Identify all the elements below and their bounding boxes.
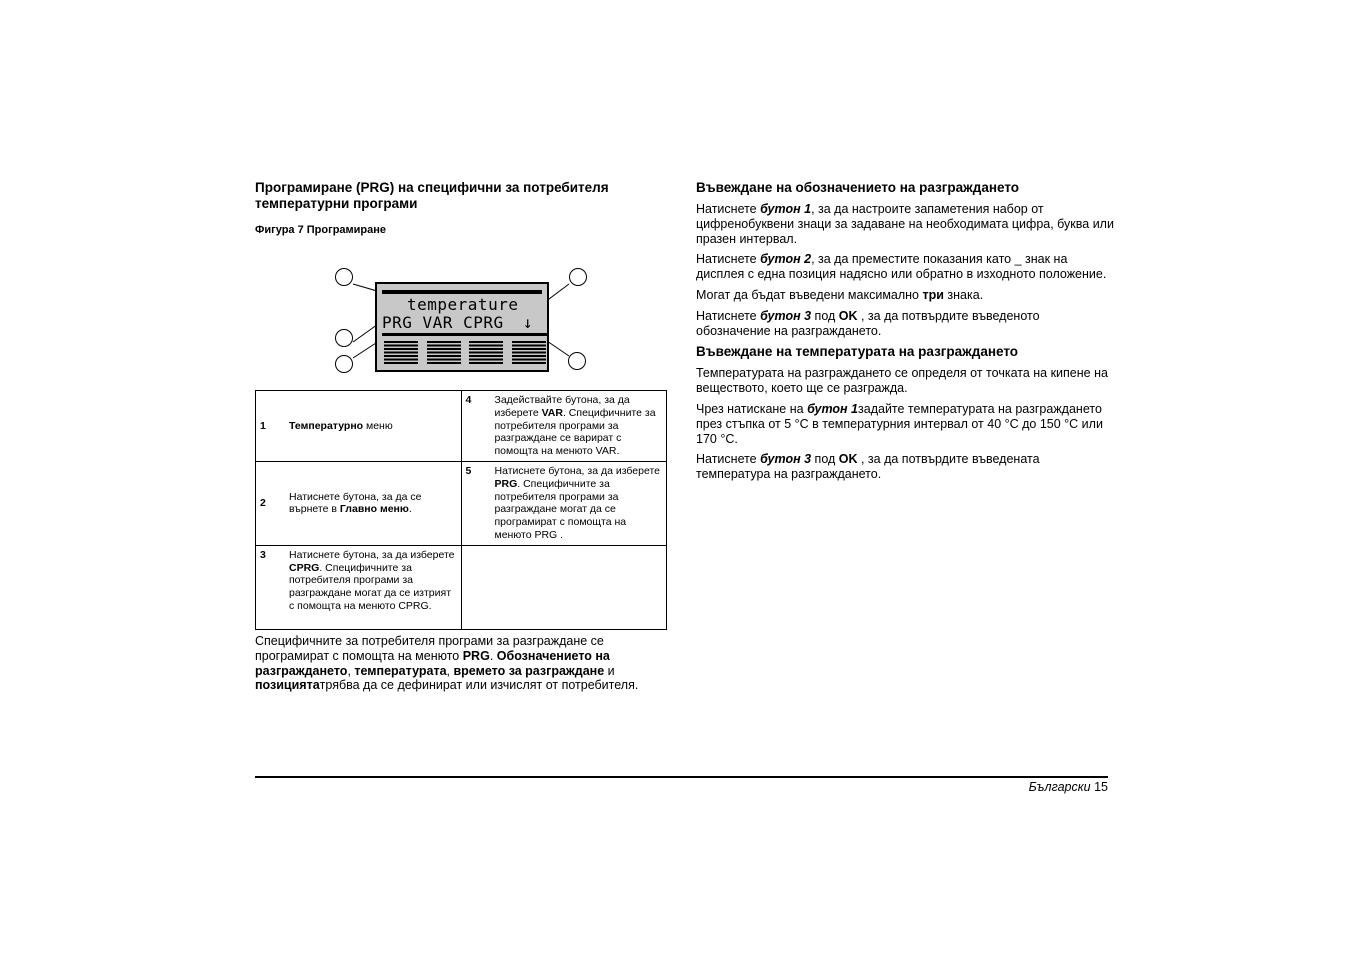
text-bold: температурата: [354, 663, 447, 678]
legend-cell-5: [461, 462, 667, 546]
legend-plain: . Специфичните за потребителя програми за разграждане могат да се изтрият с помощта на менюто CPRG.: [289, 561, 452, 612]
paragraph-temperature-step: [696, 402, 1116, 446]
text: Натиснете: [696, 252, 761, 267]
legend-text: [289, 491, 457, 517]
lcd-buttons: [384, 341, 546, 367]
legend-bold: Температурно: [289, 419, 364, 432]
text: под: [811, 308, 839, 323]
legend-bold: CPRG: [289, 561, 320, 574]
text: ,: [347, 663, 355, 678]
page-footer: [1029, 780, 1108, 794]
section-heading-designation: Въвеждане на обозначението на разграждането: [696, 180, 1019, 195]
footer-language: Български: [1028, 780, 1091, 794]
legend-cell-2: [256, 462, 462, 546]
text: , за да потвърдите въведената температура на разграждането.: [696, 452, 1040, 482]
lcd-top-bar: [382, 290, 542, 294]
text-bold: времето за разграждане: [453, 663, 605, 678]
legend-text: [495, 465, 663, 542]
lcd-line-temperature: temperature: [407, 295, 519, 314]
figure-caption: Фигура 7 Програмиране: [255, 224, 387, 236]
section-heading-programming: Програмиране (PRG) на специфични за потребителя температурни програми: [255, 180, 609, 211]
text: задайте температурата на разграждането през стъпка от 5 °C в температурния интервал от 40 °C до 150 °C или 170 °C.: [696, 401, 1103, 446]
legend-bold: Главно меню: [339, 503, 409, 516]
lcd-figure: [325, 262, 595, 380]
legend-bold: VAR: [541, 406, 563, 419]
text-bold-italic: бутон 2: [760, 252, 812, 267]
paragraph-button1: [696, 202, 1116, 246]
legend-plain: Натиснете бутона, за да изберете: [494, 465, 661, 477]
lcd-button-1: [384, 341, 418, 365]
arrow-down-icon: ↓: [522, 313, 533, 332]
text: Специфичните за потребителя програми за разграждане се програмират с помощта на менюто: [255, 634, 604, 663]
lcd-line-menu: [382, 314, 547, 332]
paragraph-temperature-confirm: [696, 452, 1116, 482]
legend-cell-empty: [461, 545, 667, 629]
legend-number: 3: [260, 548, 266, 561]
paragraph-temperature-definition: Температурата на разграждането се определя от точката на кипене на веществото, което ще се разгражда.: [696, 366, 1108, 396]
legend-plain: Натиснете бутона, за да изберете: [289, 548, 455, 561]
callout-circle-4: [569, 268, 587, 286]
legend-plain: .: [408, 503, 412, 516]
text: Натиснете: [696, 452, 761, 467]
callout-circle-2: [335, 329, 353, 347]
legend-plain: . Специфичните за потребителя програми за разграждане могат да се програмират с помощта на менюто PRG .: [494, 477, 627, 541]
legend-plain: . Специфичните за потребителя програми за разграждане се варират с помощта на менюто VAR.: [494, 406, 656, 458]
text: Натиснете: [696, 202, 761, 216]
legend-number: 5: [465, 465, 472, 477]
text-bold: PRG: [462, 648, 490, 663]
text: Могат да бъдат въведени максимално: [696, 287, 923, 302]
text-bold-italic: бутон 1: [760, 202, 812, 216]
footer-rule: [255, 776, 1108, 778]
lcd-menu-text: PRG VAR CPRG: [382, 313, 504, 332]
legend-text: [289, 420, 457, 433]
callout-circle-1: [335, 268, 353, 286]
text: под: [811, 452, 839, 467]
legend-bold: PRG: [494, 477, 518, 490]
text-bold: Обозначението на разграждането: [255, 648, 610, 678]
section-heading-temperature: Въвеждане на температурата на разграждането: [696, 344, 1018, 360]
text: знака.: [943, 287, 984, 302]
lcd-button-2: [427, 341, 461, 365]
legend-number: 2: [260, 496, 266, 509]
lcd-divider: [382, 333, 547, 336]
left-column: [255, 180, 667, 236]
text: Чрез натискане на: [696, 401, 808, 416]
paragraph-button3-confirm: [696, 309, 1116, 339]
text: трябва да се дефинират или изчислят от потребителя.: [319, 678, 639, 693]
text: и: [604, 663, 615, 678]
legend-cell-3: [256, 545, 462, 629]
text: .: [489, 648, 497, 663]
text-bold: OK: [838, 452, 858, 467]
right-column: [696, 180, 1116, 482]
text: ,: [446, 663, 454, 678]
lcd-button-4: [512, 341, 546, 365]
callout-circle-5: [568, 352, 586, 370]
text-bold-italic: бутон 1: [807, 401, 859, 416]
text: , за да потвърдите въведеното обозначение на разграждането.: [696, 308, 1040, 338]
legend-plain: Натиснете бутона, за да се върнете в: [289, 490, 422, 516]
text-bold: позицията: [255, 678, 320, 693]
paragraph-button2: [696, 252, 1116, 282]
paragraph-user-programs: [255, 634, 667, 693]
paragraph-max-chars: [696, 288, 1116, 303]
legend-text: [495, 394, 663, 458]
legend-text: [289, 549, 457, 613]
text-bold: три: [922, 287, 944, 302]
legend-cell-4: [461, 391, 667, 462]
page-number: 15: [1094, 780, 1108, 794]
legend-number: 4: [465, 394, 472, 406]
lcd-display: [375, 282, 549, 372]
text-bold-italic: бутон 3: [760, 452, 812, 467]
legend-cell-1: [256, 391, 462, 462]
lcd-button-3: [469, 341, 503, 365]
text-bold: OK: [838, 308, 858, 323]
figure-legend-table: [255, 390, 667, 630]
legend-plain: меню: [363, 419, 393, 432]
text: , за да преместите показания като _ знак на дисплея с една позиция надясно или обратно в изходното положение.: [696, 252, 1107, 282]
text: , за да настроите запаметения набор от цифренобуквени знаци за задаване на необходимата цифра, буква или празен интервал.: [696, 202, 1114, 246]
callout-circle-3: [335, 355, 353, 373]
text: Натиснете: [696, 308, 761, 323]
legend-plain: Задействайте бутона, за да изберете: [494, 394, 630, 419]
text-bold-italic: бутон 3: [760, 308, 812, 323]
legend-number: 1: [260, 419, 266, 432]
